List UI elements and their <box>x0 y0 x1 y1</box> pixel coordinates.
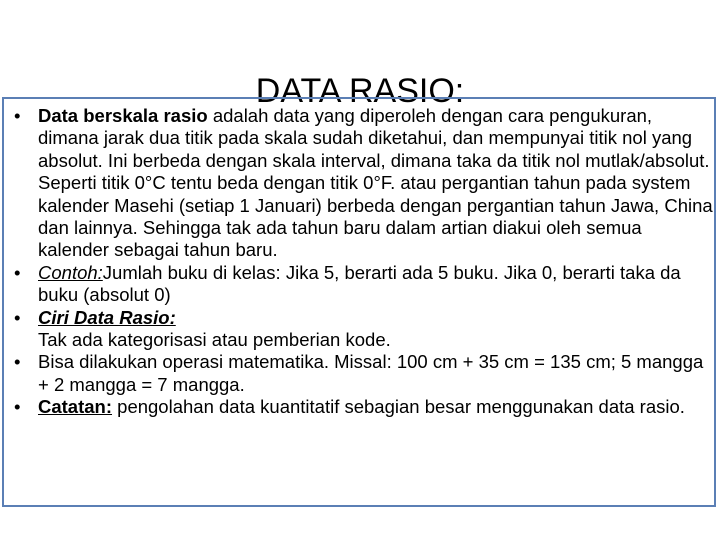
bullet-lead: Catatan: <box>38 396 113 418</box>
bullet-item-characteristics <box>14 307 714 352</box>
bullet-text: adalah data yang diperoleh dengan cara pengukuran, dimana jarak dua titik pada skala sudah diketahui, dan mempunyai titik nol yang absolut. Ini berbeda dengan skala interval, dimana taka da titik nol mutlak/absolut. Seperti titik 0°C tentu beda dengan titik 0°F. atau pergantian tahun pada system kalender Masehi (setiap 1 Januari) berbeda dengan pergantian tahun Jawa, China dan lainnya. Sehingga tak ada tahun baru dalam artian diakui oleh semua kalender sebagai tahun baru. <box>38 105 713 261</box>
bullet-dot-icon: • <box>14 105 21 126</box>
bullet-text: Jumlah buku di kelas: Jika 5, berarti ada 5 buku. Jika 0, berarti taka da buku (absolut 0) <box>38 261 681 306</box>
bullet-item-note <box>14 396 714 418</box>
bullet-dot-icon: • <box>14 351 21 373</box>
bullet-text: Bisa dilakukan operasi matematika. Missal: 100 cm + 35 cm = 135 cm; 5 mangga + 2 mangga = 7 mangga. <box>38 351 704 395</box>
bullet-item-math-operations <box>14 351 714 396</box>
bullet-text: Tak ada kategorisasi atau pemberian kode. <box>38 329 391 351</box>
bullet-dot-icon: • <box>14 306 21 328</box>
slide-title: DATA RASIO: <box>255 71 465 110</box>
bullet-lead: Data berskala rasio <box>38 105 208 126</box>
bullet-dot-icon: • <box>14 396 21 418</box>
content-box <box>2 97 716 507</box>
bullet-lead: Ciri Data Rasio: <box>38 306 176 328</box>
bullet-lead: Contoh: <box>38 261 103 283</box>
bullet-item-example <box>14 262 714 307</box>
bullet-text: pengolahan data kuantitatif sebagian besar menggunakan data rasio. <box>112 396 685 418</box>
bullet-item-definition <box>14 105 714 262</box>
bullet-list <box>14 105 714 419</box>
bullet-dot-icon: • <box>14 261 21 283</box>
